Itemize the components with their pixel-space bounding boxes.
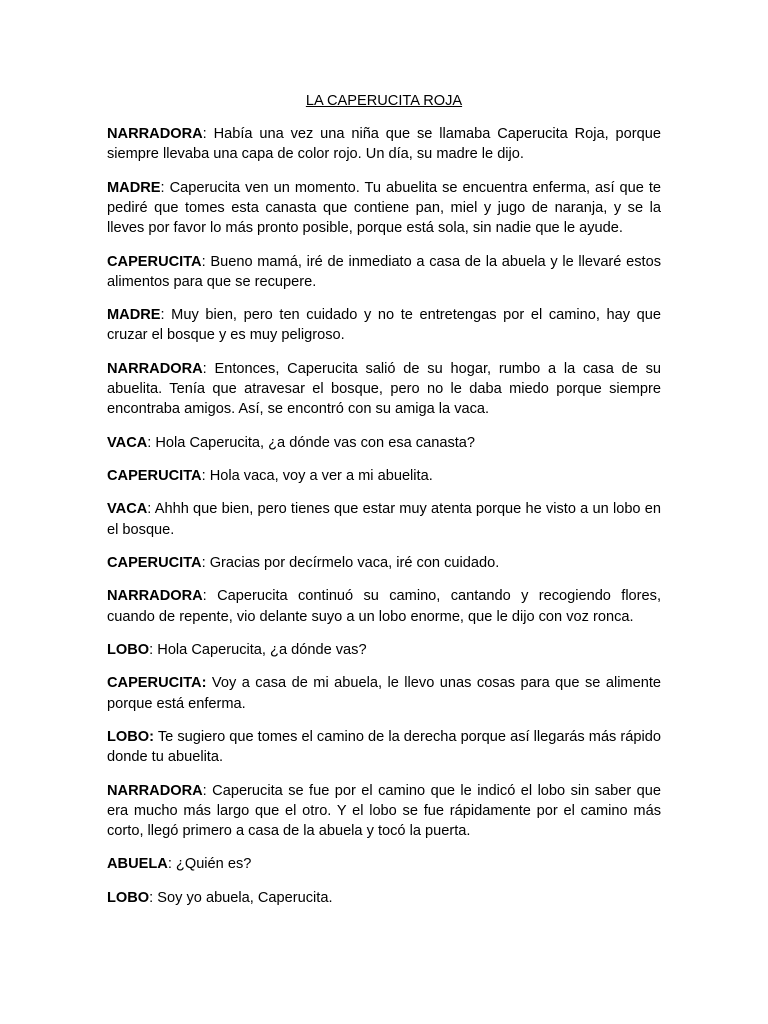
dialogue-paragraph [107, 305, 661, 345]
dialogue-text: Ahhh que bien, pero tienes que estar muy atenta porque he visto a un lobo en el bosque. [107, 501, 661, 538]
dialogue-paragraph [107, 178, 661, 239]
dialogue-text: Caperucita continuó su camino, cantando y recogiendo flores, cuando de repente, vio delante suyo a un lobo enorme, que le dijo con voz ronca. [107, 588, 662, 625]
document-body [107, 91, 661, 921]
dialogue-text: Había una vez una niña que se llamaba Caperucita Roja, porque siempre llevaba una capa de color rojo. Un día, su madre le dijo. [107, 126, 661, 163]
dialogue-text: Caperucita se fue por el camino que le indicó el lobo sin saber que era mucho más largo que el otro. Y el lobo se fue rápidamente por el camino más corto, llegó primero a casa de la abuela y tocó la puerta. [107, 782, 662, 839]
dialogue-paragraph [107, 499, 661, 539]
speaker-name: VACA [107, 501, 148, 518]
dialogue-text: Te sugiero que tomes el camino de la derecha porque así llegarás más rápido donde tu abuelita. [107, 728, 661, 766]
speaker-separator: : [202, 782, 213, 799]
speaker-separator: : [167, 856, 176, 873]
dialogue-paragraph [107, 433, 661, 453]
dialogue-text: Hola Caperucita, ¿a dónde vas con esa canasta? [155, 434, 476, 451]
dialogue-text: Bueno mamá, iré de inmediato a casa de la abuela y le llevaré estos alimentos para que se recupere. [107, 253, 661, 290]
dialogue-paragraph [107, 640, 661, 660]
speaker-name: VACA [107, 434, 148, 451]
speaker-separator: : [147, 501, 155, 518]
speaker-name: LOBO [107, 889, 150, 906]
speaker-separator: : [202, 588, 218, 605]
speaker-separator: : [149, 641, 158, 658]
speaker-separator: : [201, 253, 211, 270]
speaker-name: ABUELA [107, 856, 168, 873]
speaker-name: MADRE [107, 307, 161, 324]
dialogue-paragraph [107, 586, 661, 626]
speaker-name: NARRADORA [107, 782, 203, 799]
speaker-separator: : [147, 434, 156, 451]
dialogue-paragraph [107, 252, 661, 292]
dialogue-text: Gracias por decírmelo vaca, iré con cuidado. [209, 554, 500, 571]
dialogue-paragraph [107, 359, 661, 420]
dialogue-text: Hola vaca, voy a ver a mi abuelita. [209, 467, 433, 484]
speaker-separator: : [160, 179, 170, 196]
dialogue-text: ¿Quién es? [175, 856, 252, 873]
speaker-name: CAPERUCITA [107, 467, 202, 484]
speaker-separator: : [201, 554, 210, 571]
speaker-separator: : [201, 467, 210, 484]
dialogue-paragraph [107, 854, 661, 874]
dialogue-text: Voy a casa de mi abuela, le llevo unas cosas para que se alimente porque está enferma. [107, 675, 661, 712]
dialogue-text: Caperucita ven un momento. Tu abuelita se encuentra enferma, así que te pediré que tomes esta canasta que contiene pan, miel y jugo de naranja, y se la lleves por favor lo más pronto posible, porque está sola, sin nadie que le ayude. [107, 179, 662, 237]
speaker-name: MADRE [107, 179, 161, 196]
dialogue-paragraph [107, 727, 661, 767]
speaker-name: NARRADORA [107, 360, 203, 377]
dialogue-text: Muy bien, pero ten cuidado y no te entretengas por el camino, hay que cruzar el bosque y es muy peligroso. [107, 307, 661, 344]
dialogue-list [107, 124, 661, 908]
dialogue-paragraph [107, 553, 661, 573]
speaker-separator: : [202, 126, 214, 143]
document-title: LA CAPERUCITA ROJA [305, 93, 463, 109]
dialogue-paragraph [107, 673, 661, 713]
dialogue-paragraph [107, 124, 661, 164]
speaker-name: LOBO [107, 641, 150, 658]
speaker-name: CAPERUCITA [107, 253, 202, 270]
speaker-separator: : [202, 360, 215, 377]
speaker-separator: : [160, 307, 172, 324]
dialogue-text: Soy yo abuela, Caperucita. [157, 889, 333, 906]
speaker-name: NARRADORA [107, 126, 203, 143]
speaker-separator: : [149, 889, 158, 906]
speaker-name: CAPERUCITA: [107, 675, 207, 692]
speaker-name: LOBO: [107, 728, 155, 745]
dialogue-paragraph [107, 888, 661, 908]
dialogue-paragraph [107, 781, 661, 842]
speaker-name: CAPERUCITA [107, 554, 202, 571]
dialogue-paragraph [107, 466, 661, 486]
dialogue-text: Hola Caperucita, ¿a dónde vas? [157, 641, 367, 658]
speaker-name: NARRADORA [107, 588, 203, 605]
dialogue-text: Entonces, Caperucita salió de su hogar, rumbo a la casa de su abuelita. Tenía que atravesar el bosque, pero no le daba miedo porque siempre encontraba amigos. Así, se encontró con su amiga la vaca. [107, 360, 662, 418]
